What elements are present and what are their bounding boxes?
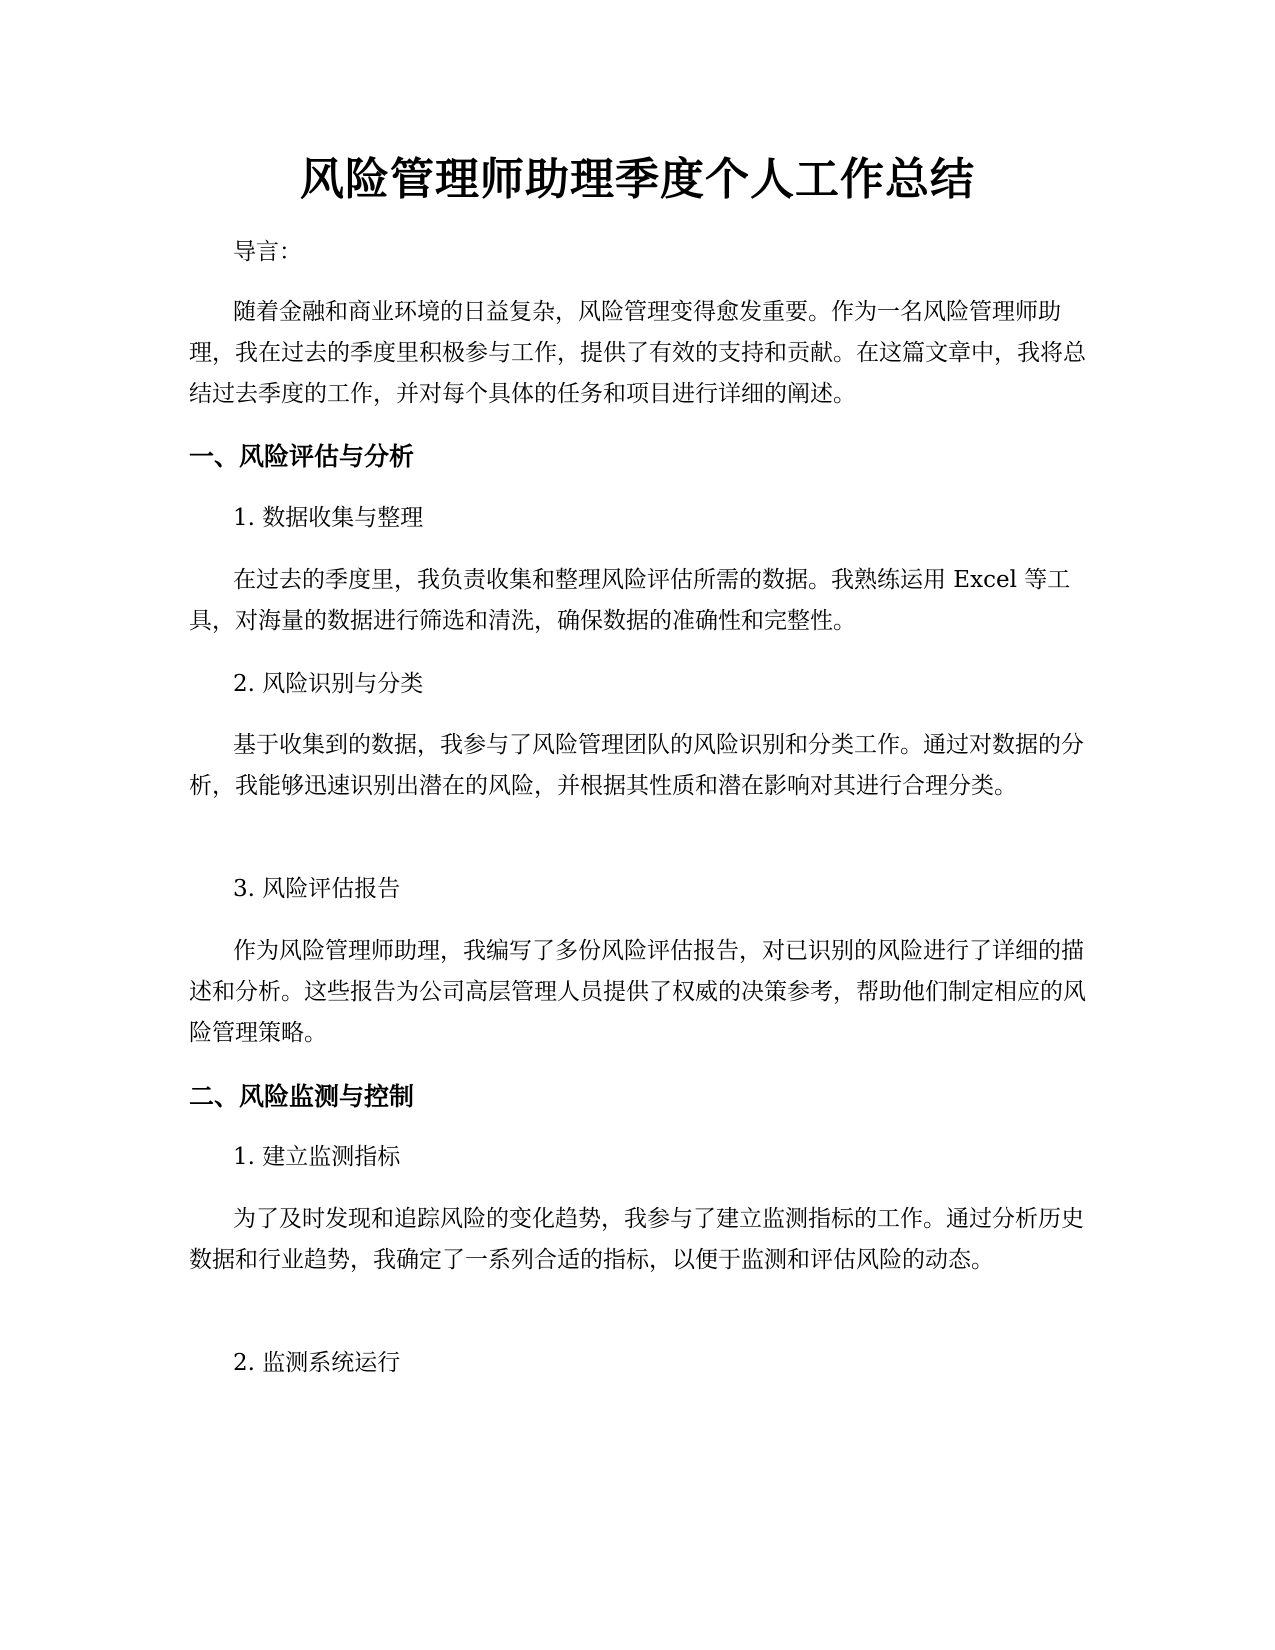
paragraph-1-2: 基于收集到的数据，我参与了风险管理团队的风险识别和分类工作。通过对数据的分析，我能够迅速识别出潜在的风险，并根据其性质和潜在影响对其进行合理分类。 [189,732,1084,799]
paragraph-2-1: 为了及时发现和追踪风险的变化趋势，我参与了建立监测指标的工作。通过分析历史数据和行业趋势，我确定了一系列合适的指标，以便于监测和评估风险的动态。 [189,1206,1084,1273]
subheading-2-1: 1. 建立监测指标 [233,1144,401,1170]
subheading-1-1: 1. 数据收集与整理 [233,505,424,531]
intro-paragraph: 随着金融和商业环境的日益复杂，风险管理变得愈发重要。作为一名风险管理师助理，我在过去的季度里积极参与工作，提供了有效的支持和贡献。在这篇文章中，我将总结过去季度的工作，并对每个具体的任务和项目进行详细的阐述。 [189,299,1086,407]
document-title: 风险管理师助理季度个人工作总结 [300,154,975,205]
paragraph-1-1: 在过去的季度里，我负责收集和整理风险评估所需的数据。我熟练运用 Excel 等工具，对海量的数据进行筛选和清洗，确保数据的准确性和完整性。 [189,567,1071,634]
section-heading-2: 二、风险监测与控制 [189,1082,415,1111]
section-heading-1: 一、风险评估与分析 [189,442,415,471]
intro-label: 导言： [233,239,302,265]
subheading-1-2: 2. 风险识别与分类 [233,671,424,697]
subheading-1-3: 3. 风险评估报告 [233,876,401,902]
subheading-2-2: 2. 监测系统运行 [233,1350,401,1376]
paragraph-1-3: 作为风险管理师助理，我编写了多份风险评估报告，对已识别的风险进行了详细的描述和分析。这些报告为公司高层管理人员提供了权威的决策参考，帮助他们制定相应的风险管理策略。 [189,938,1086,1046]
